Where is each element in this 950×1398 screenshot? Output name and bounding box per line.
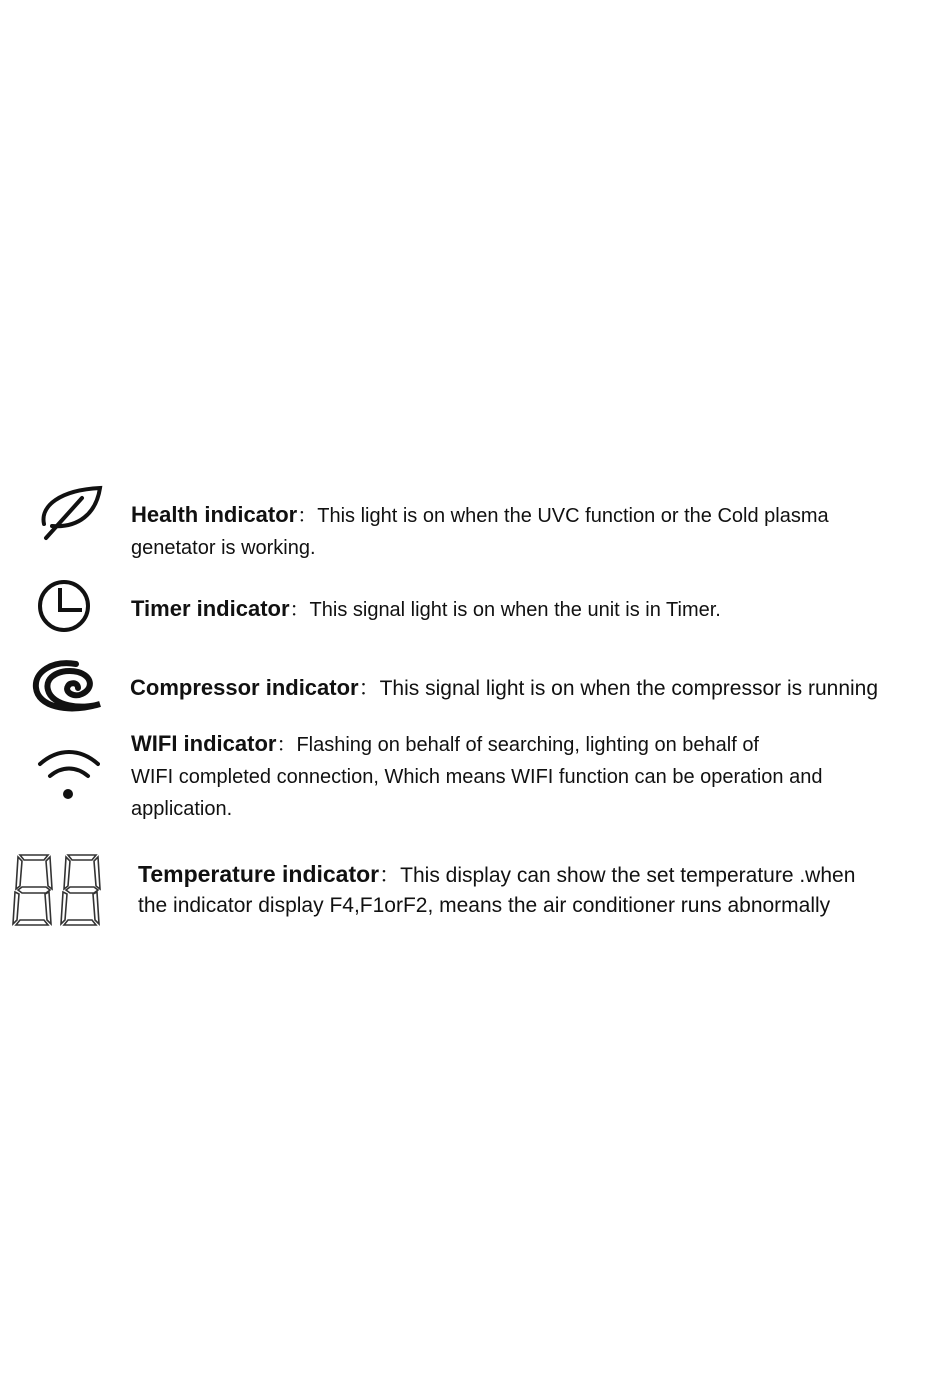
separator: ： [358,677,380,700]
spiral-icon [32,658,104,716]
wifi-line-2: WIFI completed connection, Which means WIFI function can be operation and [131,766,823,788]
timer-indicator-title: Timer indicator [131,596,290,621]
clock-icon [35,578,95,634]
timer-indicator-description [131,593,721,626]
separator: ： [379,864,401,887]
temperature-indicator-description [138,859,855,921]
health-line-1: This light is on when the UVC function or the Cold plasma [317,505,829,527]
leaf-icon [38,484,104,542]
separator: ： [297,505,318,527]
temperature-line-1: This display can show the set temperature .when [400,864,856,887]
wifi-line-3: application. [131,798,233,820]
wifi-icon [36,746,100,802]
separator: ： [276,734,297,756]
compressor-indicator-description [130,672,878,705]
wifi-line-1: Flashing on behalf of searching, lighting on behalf of [296,734,759,756]
temperature-indicator-title: Temperature indicator [138,861,380,887]
health-indicator-title: Health indicator [131,502,298,527]
compressor-indicator-title: Compressor indicator [130,675,359,700]
temperature-line-2: the indicator display F4,F1orF2, means the air conditioner runs abnormally [138,894,831,917]
separator: ： [289,599,310,621]
wifi-indicator-description [131,728,822,825]
compressor-line-1: This signal light is on when the compressor is running [379,677,879,700]
wifi-indicator-title: WIFI indicator [131,731,277,756]
timer-line-1: This signal light is on when the unit is in Timer. [309,599,721,621]
seven-segment-display-icon [10,852,108,928]
health-indicator-description [131,499,829,564]
health-line-2: genetator is working. [131,537,316,559]
